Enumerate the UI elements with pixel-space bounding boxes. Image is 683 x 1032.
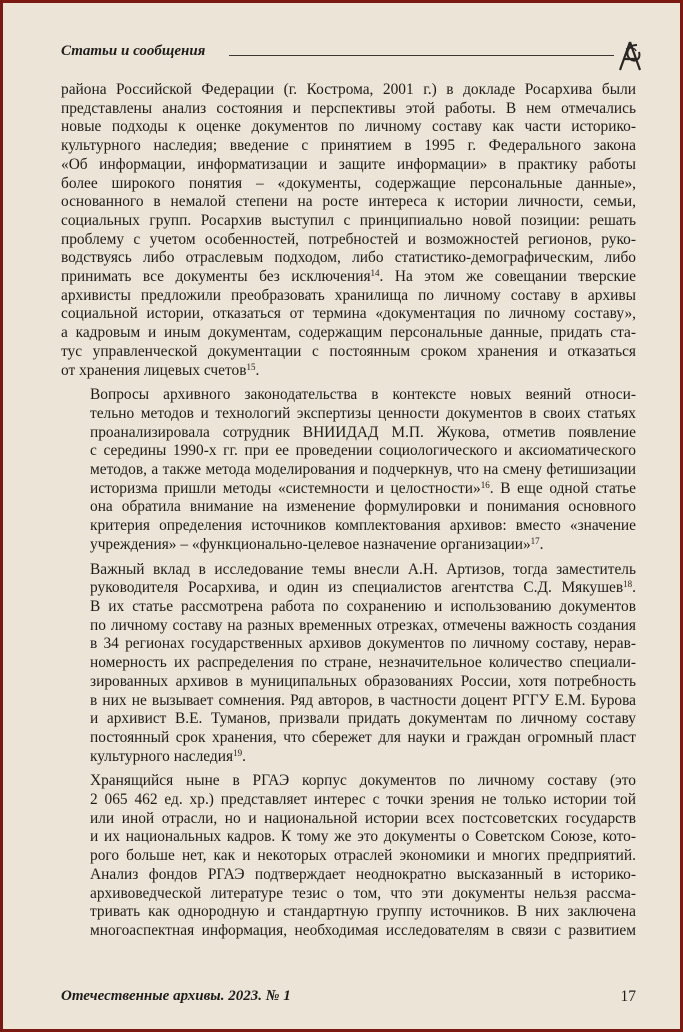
text-line: номерность их распределения по стране, незначительное количество специали- xyxy=(90,654,636,672)
text-line: а кадровым и иным документам, содержащим персональные данные, придать ста- xyxy=(61,324,636,342)
text-line: района Российской Федерации (г. Кострома, 2001 г.) в докладе Росархива были xyxy=(61,81,636,98)
paragraph xyxy=(61,561,636,767)
text-line: социальной истории, отказаться от термина «документация по личному составу», xyxy=(61,305,636,323)
text-run: . xyxy=(255,361,260,379)
footnote-ref: 16 xyxy=(480,479,490,490)
text-line xyxy=(61,268,636,287)
journal-monogram-icon xyxy=(615,39,645,73)
page-number: 17 xyxy=(620,988,636,1005)
text-line: с середины 1990-х гг. при ее проведении социологического и аксиоматического xyxy=(90,442,636,460)
text-line: в 34 регионах государственных архивов документов по личному составу, нерав- xyxy=(90,635,636,653)
text-line: В их статье рассмотрена работа по сохранению и использованию документов xyxy=(90,597,636,615)
text-line: многоаспектная информация, необходимая исследователям в связи с развитием xyxy=(90,921,636,939)
footnote-ref: 19 xyxy=(233,747,243,758)
text-run: . В еще одной статье xyxy=(489,479,636,497)
text-run: руководителя Росархива, и один из специалистов агентства С.Д. Мякушев xyxy=(90,579,624,597)
text-line: и архивист В.Е. Туманов, призвали придать документам по личному составу xyxy=(90,710,636,728)
text-line: зированных архивов в муниципальных образованиях России, хотя потребность xyxy=(90,672,636,690)
text-line: она обратила внимание на изменение формулировки и понимания основного xyxy=(90,498,636,516)
paragraph xyxy=(61,772,636,940)
text-line xyxy=(61,579,636,598)
text-line: постоянный срок хранения, что сбережет для науки и граждан огромный пласт xyxy=(90,728,636,746)
text-line: методов, а также метода моделирования и подчеркнув, что на смену фетишизации xyxy=(90,461,636,479)
text-line: архивисты предложили преобразовать хранилища по личному составу в архивы xyxy=(61,286,636,304)
text-line: по личному составу на разных временных отрезках, отмечены важность создания xyxy=(90,616,636,634)
footnote-ref: 14 xyxy=(370,268,380,279)
header-rule xyxy=(229,55,614,56)
text-run: учреждения» – «функционально-целевое назначение организации» xyxy=(90,535,531,553)
text-line: тус управленческой документации с постоянным сроком хранения и отказаться xyxy=(61,342,636,360)
section-title: Статьи и сообщения xyxy=(61,43,206,59)
footnote-ref: 17 xyxy=(530,535,540,546)
text-line: тривать как однородную и стандартную группу источников. В них заключена xyxy=(90,903,636,921)
text-line: основанного в немалой степени на росте интереса к истории личности, семьи, xyxy=(61,193,636,211)
footnote-ref: 15 xyxy=(246,361,256,372)
page xyxy=(3,3,680,1029)
paragraph xyxy=(61,386,636,554)
text-run: . xyxy=(539,535,544,553)
text-run: . xyxy=(632,579,636,597)
text-run: . На этом же совещании тверские xyxy=(379,268,637,286)
paragraph xyxy=(61,81,636,380)
text-line: Вопросы архивного законодательства в контексте новых веяний относи- xyxy=(90,386,636,404)
text-line xyxy=(61,536,636,555)
text-line xyxy=(61,480,636,499)
text-line: «Об информации, информатизации и защите информации» в практику работы xyxy=(61,155,636,173)
text-line: проанализировала сотрудник ВНИИДАД М.П. Жукова, отметив появление xyxy=(90,423,636,441)
text-line: рого больше нет, как и некоторых отраслей экономики и многих предприятий. xyxy=(90,847,636,865)
text-line: водствуясь либо отраслевым подходом, либо статистико-демографическим, либо xyxy=(61,249,636,267)
text-line: архивоведческой литературе тезис о том, что эти документы нельзя рассма- xyxy=(90,884,636,902)
text-line xyxy=(61,362,636,381)
text-line: социальных групп. Росархив выступил с принципиально новой позиции: решать xyxy=(61,211,636,229)
text-line: культурного наследия; введение с принятием в 1995 г. Федерального закона xyxy=(61,137,636,155)
text-line: новые подходы к оценке документов по личному составу как части историко- xyxy=(61,118,636,136)
text-run: принимать все документы без исключения xyxy=(61,268,371,286)
text-line: критерия определения источников комплектования архивов: вместо «значение xyxy=(90,517,636,535)
text-line: Важный вклад в исследование темы внесли А.Н. Артизов, тогда заместитель xyxy=(90,560,636,578)
text-run: . xyxy=(242,747,246,765)
text-line: проблему с учетом особенностей, потребностей и возможностей регионов, руко- xyxy=(61,230,636,248)
running-footer xyxy=(61,988,636,1008)
text-line: Анализ фондов РГАЭ подтверждает неоднократно высказанный в историко- xyxy=(90,865,636,883)
footnote-ref: 18 xyxy=(623,579,633,590)
text-line: тельно методов и технологий экспертизы ценности документов в своих статьях xyxy=(90,404,636,422)
text-line: более широкого понятия – «документы, содержащие персональные данные», xyxy=(61,174,636,192)
text-line: 2 065 462 ед. хр.) представляет интерес с точки зрения не только истории той xyxy=(90,791,636,809)
running-header xyxy=(61,41,636,63)
text-run: историзма пришли методы «системности и целостности» xyxy=(90,479,481,497)
text-line: Хранящийся ныне в РГАЭ корпус документов по личному составу (это xyxy=(90,772,636,790)
text-line: представлены анализ состояния и перспективы этой работы. В нем отмечались xyxy=(61,99,636,117)
text-run: от хранения лицевых счетов xyxy=(61,361,247,379)
text-line xyxy=(61,748,636,767)
journal-citation: Отечественные архивы. 2023. № 1 xyxy=(61,988,291,1004)
text-line: в них не вызывает сомнения. Ряд авторов, в частности доцент РГГУ Е.М. Бурова xyxy=(90,691,636,709)
text-run: культурного наследия xyxy=(90,747,234,765)
text-line: и их национальных кадров. К тому же это документы о Советском Союзе, кото- xyxy=(90,828,636,846)
text-line: или иной отрасли, но и национальной истории всех постсоветских государств xyxy=(90,809,636,827)
article-body xyxy=(61,81,636,941)
